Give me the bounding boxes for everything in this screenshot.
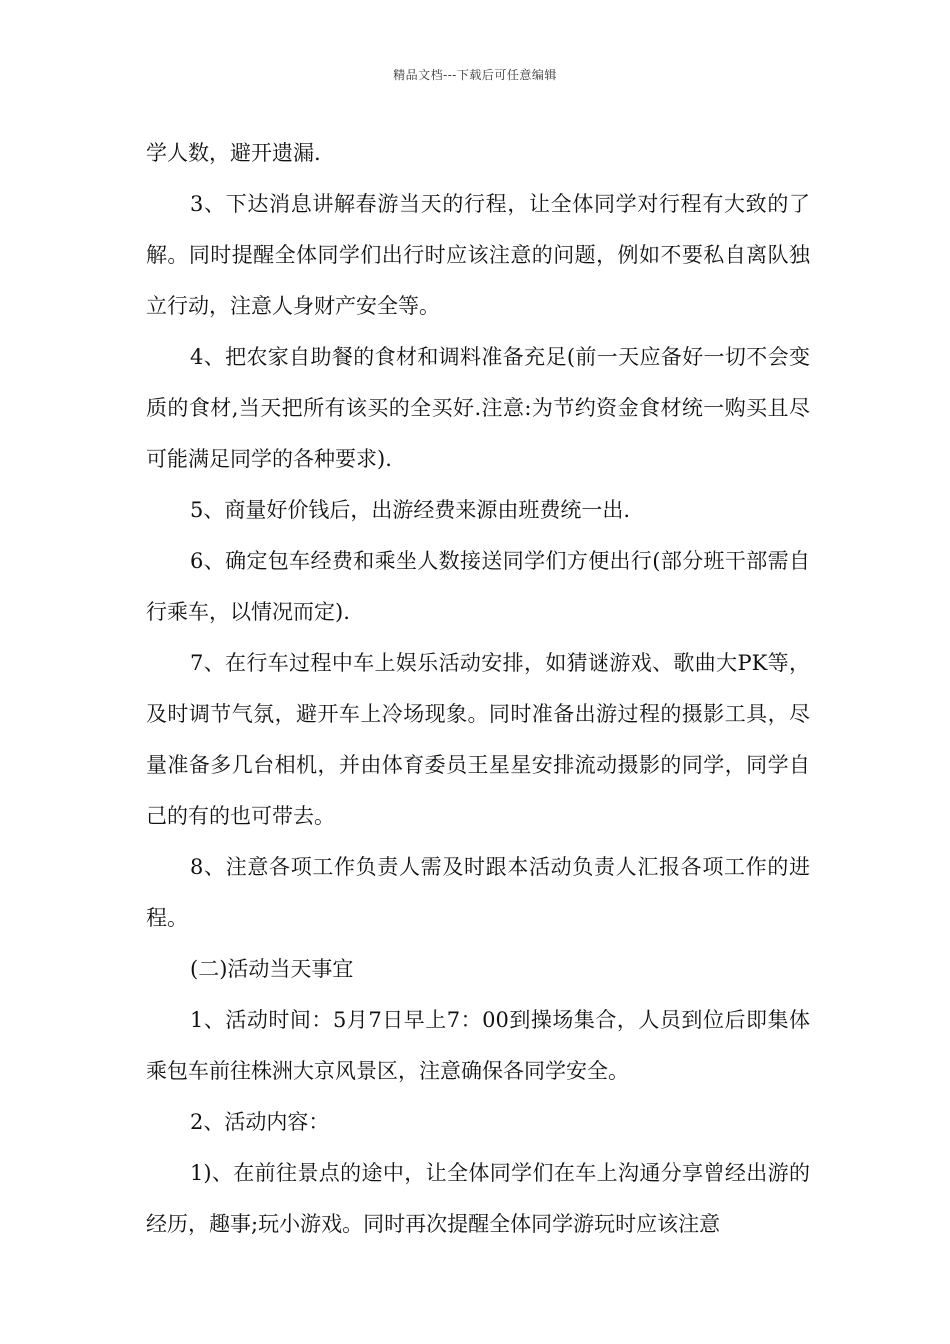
paragraph-item-5: 5、商量好价钱后，出游经费来源由班费统一出.: [190, 498, 631, 522]
paragraph-activity-content: 2、活动内容：: [190, 1110, 330, 1134]
section-heading-activity-day: (二)活动当天事宜: [190, 957, 354, 981]
paragraph-continuation: 学人数，避开遗漏.: [146, 141, 321, 165]
paragraph-item-4: 4、把农家自助餐的食材和调料准备充足(前一天应备好一切不会变质的食材,当天把所有该买的全买好.注意:为节约资金食材统一购买且尽可能满足同学的各种要求).: [146, 345, 810, 471]
document-body: [146, 128, 810, 1250]
paragraph-item-3: 3、下达消息讲解春游当天的行程，让全体同学对行程有大致的了解。同时提醒全体同学们出行时应该注意的问题，例如不要私自离队独立行动，注意人身财产安全等。: [146, 192, 810, 318]
paragraph-item-7: 7、在行车过程中车上娱乐活动安排，如猜谜游戏、歌曲大PK等，及时调节气氛，避开车上冷场现象。同时准备出游过程的摄影工具，尽量准备多几台相机，并由体育委员王星星安排流动摄影的同学，同学自己的有的也可带去。: [146, 651, 810, 828]
paragraph-item-6: 6、确定包车经费和乘坐人数接送同学们方便出行(部分班干部需自行乘车，以情况而定).: [146, 549, 810, 624]
paragraph-subitem-1: 1)、在前往景点的途中，让全体同学们在车上沟通分享曾经出游的经历，趣事;玩小游戏。同时再次提醒全体同学游玩时应该注意: [146, 1161, 810, 1236]
paragraph-item-8: 8、注意各项工作负责人需及时跟本活动负责人汇报各项工作的进程。: [146, 855, 810, 930]
paragraph-activity-time: 1、活动时间：5月7日早上7：00到操场集合，人员到位后即集体乘包车前往株洲大京风景区，注意确保各同学安全。: [146, 1008, 810, 1083]
page-header: 精品文档---下载后可任意编辑: [393, 68, 557, 82]
